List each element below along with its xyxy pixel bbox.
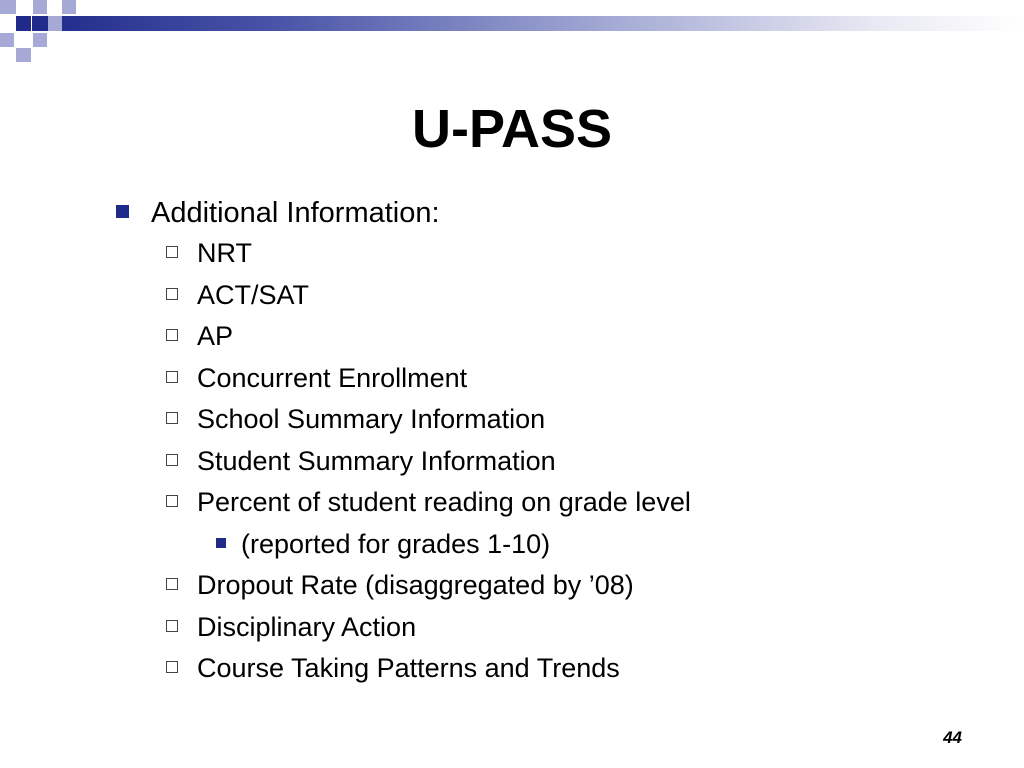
hollow-square-bullet-icon <box>166 578 178 590</box>
list-item-level2 <box>166 319 233 353</box>
list-item-label: School Summary Information <box>197 404 546 434</box>
list-item-label: AP <box>197 321 234 351</box>
hollow-square-bullet-icon <box>166 288 178 300</box>
page-number: 44 <box>943 728 962 747</box>
list-item-label: Student Summary Information <box>197 446 556 476</box>
list-item-label: Percent of student reading on grade level <box>197 487 691 517</box>
hollow-square-bullet-icon <box>166 246 178 258</box>
list-item-level1 <box>116 195 440 231</box>
list-item-level2 <box>166 236 252 270</box>
hollow-square-bullet-icon <box>166 412 178 424</box>
hollow-square-bullet-icon <box>166 329 178 341</box>
hollow-square-bullet-icon <box>166 495 178 507</box>
list-item-label: NRT <box>197 238 253 268</box>
list-item-label: Additional Information: <box>151 197 440 229</box>
list-item-label: Course Taking Patterns and Trends <box>197 653 620 683</box>
hollow-square-bullet-icon <box>166 620 178 632</box>
square-bullet-icon <box>216 538 226 548</box>
list-item-level3 <box>216 527 550 561</box>
list-item-level2 <box>166 610 416 644</box>
list-item-level2 <box>166 278 309 312</box>
list-item-label: Concurrent Enrollment <box>197 363 468 393</box>
list-item-label: (reported for grades 1-10) <box>241 529 551 559</box>
slide-title: U-PASS <box>411 99 613 159</box>
hollow-square-bullet-icon <box>166 661 178 673</box>
list-item-level2 <box>166 485 691 519</box>
hollow-square-bullet-icon <box>166 454 178 466</box>
list-item-label: ACT/SAT <box>197 280 310 310</box>
list-item-level2 <box>166 361 467 395</box>
square-bullet-icon <box>116 205 129 218</box>
list-item-level2 <box>166 651 620 685</box>
list-item-label: Disciplinary Action <box>197 612 417 642</box>
list-item-level2 <box>166 444 556 478</box>
list-item-level2 <box>166 568 634 602</box>
list-item-level2 <box>166 402 545 436</box>
list-item-label: Dropout Rate (disaggregated by ’08) <box>197 570 634 600</box>
hollow-square-bullet-icon <box>166 371 178 383</box>
